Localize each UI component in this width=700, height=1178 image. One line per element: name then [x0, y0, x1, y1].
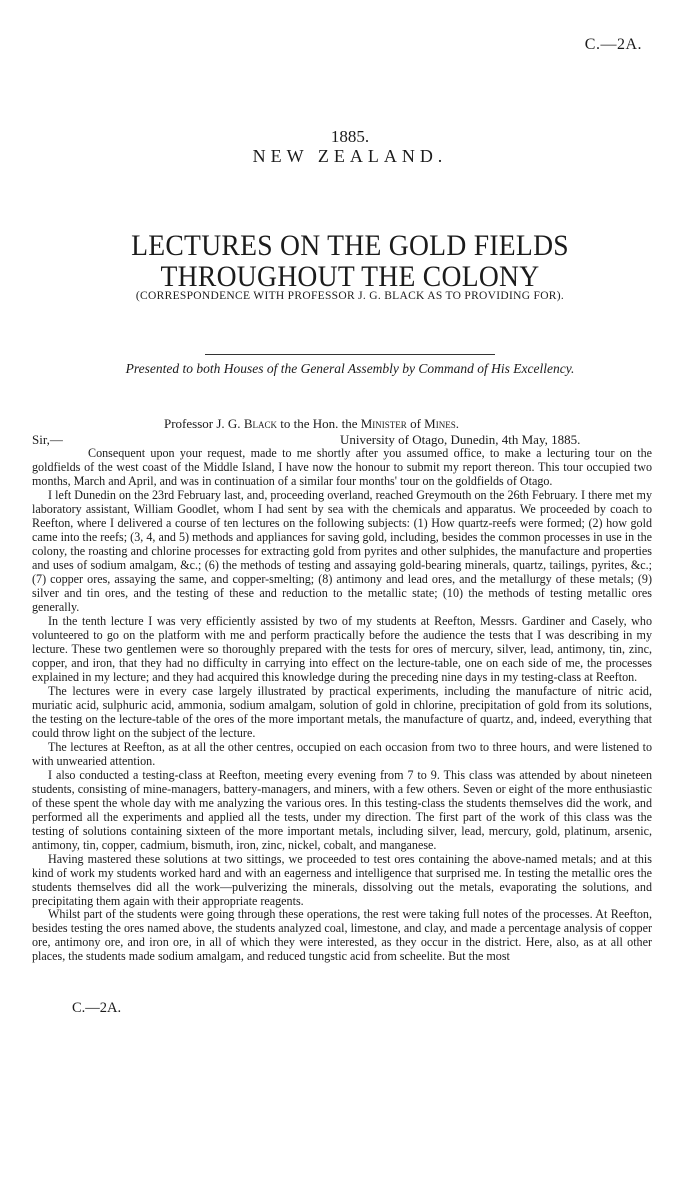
from-middle: to the Hon. the — [276, 416, 361, 431]
document-title: LECTURES ON THE GOLD FIELDS THROUGHOUT THE COLONY — [131, 229, 569, 293]
from-prefix: Professor J. G. — [164, 416, 244, 431]
paragraph: I left Dunedin on the 23rd February last, and, proceeding overland, reached Greymouth on the 26th February. I there met my laboratory assistant, William Goodlet, whom I had sent by sea with the chemicals and apparatus. We proceeded by coach to Reefton, where I delivered a course of ten lectures on the following subjects: (1) How quartz-reefs were formed; (2) how gold came into the reefs; (3, 4, and 5) methods and appliances for saving gold, including, besides the common processes in use in the colony, the roasting and chlorine processes for extracting gold from pyrites and other sulphides, the manufacture and properties and uses of sodium amalgam, &c.; (6) the methods of testing and assaying gold-bearing minerals, quartz, tailings, pyrites, &c.; (7) copper ores, assaying the same, and copper-smelting; (8) antimony and lead ores, and the metallurgy of these metals; (9) silver and tin ores, and the testing of these and reduction to the metallic state; (10) the methods of testing metallic ores generally. — [32, 487, 652, 614]
document-reference-bottom: C.—2A. — [72, 1000, 122, 1016]
paragraph: Whilst part of the students were going through these operations, the rest were taking full notes of the processes. At Reefton, besides testing the ores named above, the students analyzed coal, limestone, and clay, and made a percentage analysis of copper ore, antimony ore, and iron ore, in all of which they were interested, as they occur in the district. Here, also, as at all other places, the students made sodium amalgam, and reduced tungstic acid from scheelite. But the most — [32, 907, 652, 964]
year: 1885. — [330, 127, 370, 146]
salutation: Sir,— — [32, 432, 63, 447]
divider-rule — [205, 354, 495, 355]
from-minister: Minister — [360, 416, 407, 431]
letter-body — [32, 446, 652, 963]
from-mines: Mines — [424, 416, 456, 431]
paragraph: I also conducted a testing-class at Reefton, meeting every evening from 7 to 9. This class was attended by about nineteen students, consisting of mine-managers, battery-managers, and miners, with a few others. Seven or eight of the more enthusiastic of these spent the whole day with me analyzing the various ores. In this testing-class the students themselves did the work, and performed all the experiments and applied all the tests, under my direction. The first part of the work of this class was the testing of solutions containing sixteen of the more important metals, including silver, lead, mercury, gold, platinum, arsenic, antimony, tin, copper, cadmium, bismuth, iron, zinc, nickel, cobalt, and manganese. — [32, 767, 652, 852]
letter-address: University of Otago, Dunedin, 4th May, 1885. — [340, 432, 581, 447]
document-subtitle: (CORRESPONDENCE WITH PROFESSOR J. G. BLACK AS TO PROVIDING FOR). — [135, 290, 565, 302]
from-of: of — [406, 416, 425, 431]
from-end: . — [455, 416, 459, 431]
from-black: Black — [243, 416, 277, 431]
paragraph: In the tenth lecture I was very efficiently assisted by two of my students at Reefton, Messrs. Gardiner and Casely, who volunteered to go on the platform with me and perform practically before the audience the tests that I was describing in my lecture. These two gentlemen were so thoroughly prepared with the tests for ores of mercury, silver, lead, antimony, tin, zinc, copper, and iron, that they had no difficulty in carrying into effect on the lecture-table, one on each side of me, the processes explained in my lecture; and they had acquired this knowledge during the preceding nine days in my testing-class at Reefton. — [32, 613, 652, 684]
paragraph: The lectures at Reefton, as at all the other centres, occupied on each occasion from two to three hours, and were listened to with unwearied attention. — [32, 739, 652, 768]
country: NEW ZEALAND. — [252, 146, 448, 166]
paragraph: Having mastered these solutions at two sittings, we proceeded to test ores containing the above-named metals; and at this kind of work my students worked hard and with an eagerness and intelligence that surprised me. In testing the metallic ores the students themselves did all the work—pulverizing the minerals, dissolving out the metals, evaporating the solutions, and precipitating them again with their appropriate reagents. — [32, 851, 652, 908]
paragraph: Consequent upon your request, made to me shortly after you assumed office, to make a lecturing tour on the goldfields of the west coast of the Middle Island, I have now the honour to submit my report thereon. This tour occupied two months, March and April, and was in continuation of a similar four months' tour on the goldfields of Otago. — [32, 446, 652, 488]
document-reference-top: C.—2A. — [584, 36, 642, 53]
paragraph: The lectures were in every case largely illustrated by practical experiments, including the manufacture of nitric acid, muriatic acid, sulphuric acid, ammonia, sodium amalgam, solution of gold in chlorine, precipitation of gold from its solutions, the testing on the lecture-table of the ores of the more important metals, the manufacture of quartz, and, indeed, everything that could throw light on the subject of the lecture. — [32, 683, 652, 740]
presented-line: Presented to both Houses of the General Assembly by Command of His Excellency. — [125, 361, 575, 376]
letter-from-line — [164, 416, 459, 432]
